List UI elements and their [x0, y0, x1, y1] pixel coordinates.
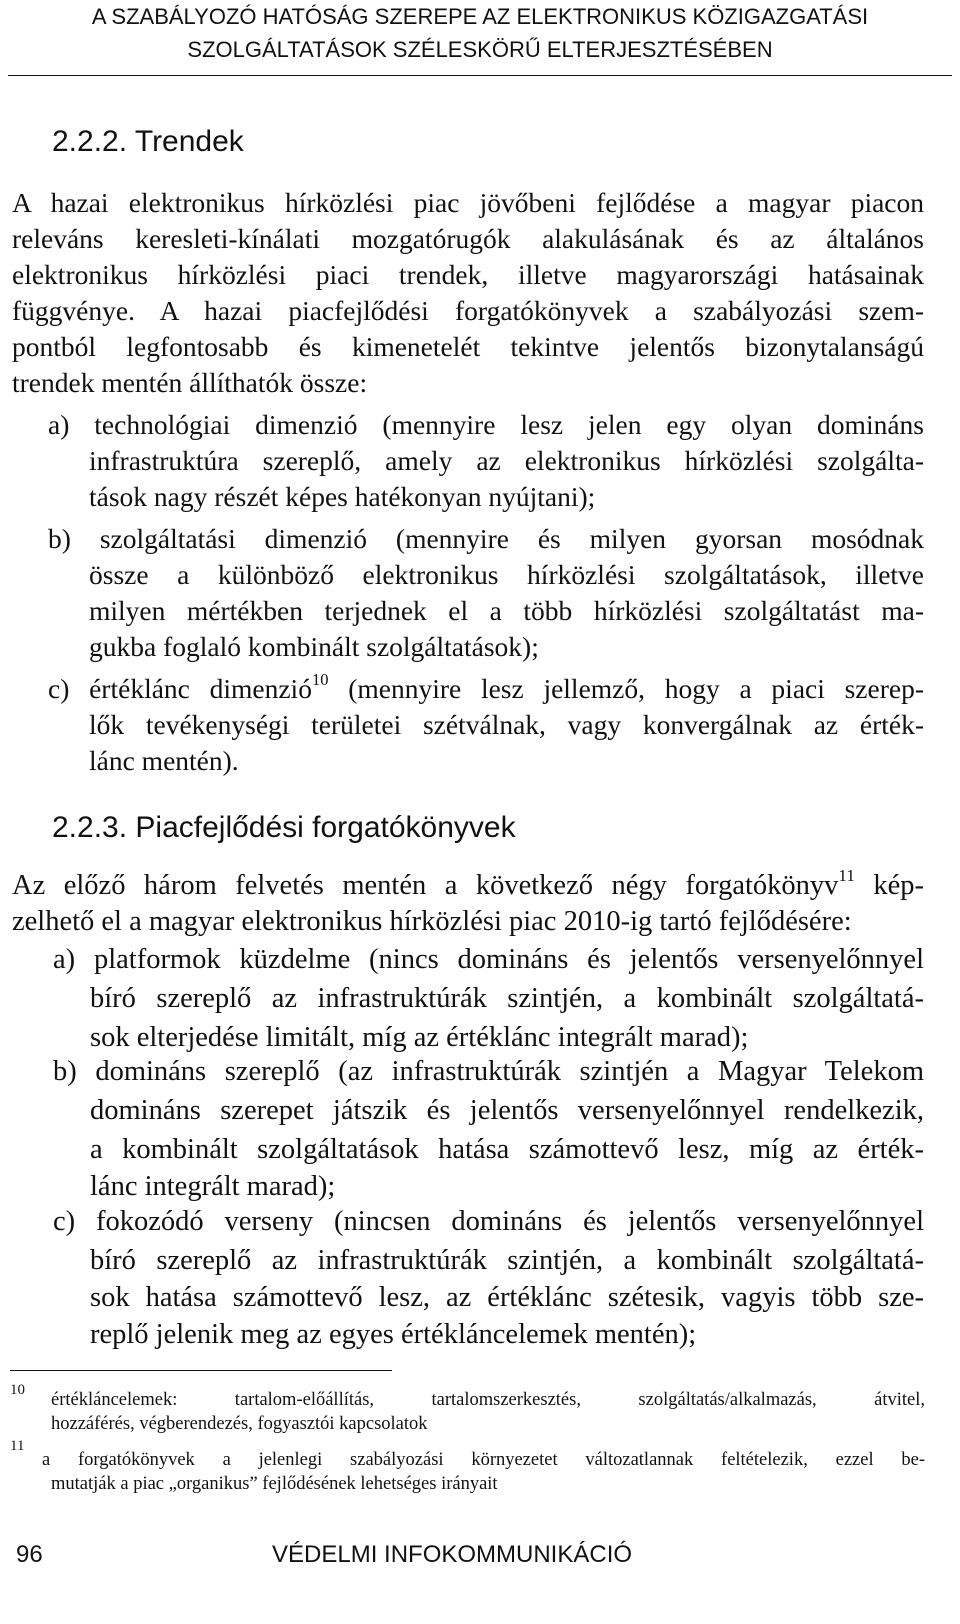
list-item-line: tások nagy részét képes hatékonyan nyújtani);: [89, 481, 596, 512]
scenario-line: sok hatása számottevő lesz, az értéklánc szétesik, vagyis több sze-: [90, 1282, 924, 1313]
footnote-number: 10: [10, 1382, 25, 1398]
body-line: függvénye. A hazai piacfejlődési forgatókönyvek a szabályozási szem-: [12, 295, 924, 326]
scenario-line: lánc integrált marad);: [90, 1171, 336, 1202]
scenario-b: b) domináns szereplő (az infrastruktúrák szintjén a Magyar Telekom: [53, 1056, 924, 1087]
scenario-c: c) fokozódó verseny (nincsen domináns és jelentős versenyelőnnyel: [53, 1206, 924, 1237]
scenario-line: a kombinált szolgáltatások hatása számottevő lesz, míg az érték-: [90, 1134, 924, 1165]
footnote-10-line: hozzáférés, végberendezés, fogyasztói kapcsolatok: [51, 1414, 428, 1434]
scenario-line: domináns szerepet játszik és jelentős versenyelőnnyel rendelkezik,: [90, 1095, 924, 1126]
intro-text-cont: kép-: [854, 870, 925, 901]
page-number: 96: [16, 1541, 43, 1568]
footnote-10-line: értékláncelemek: tartalom-előállítás, tartalomszerkesztés, szolgáltatás/alkalmazás, átvitel,: [51, 1390, 925, 1410]
scenario-line: sok elterjedése limitált, míg az értéklánc integrált marad);: [90, 1022, 749, 1053]
footnote-ref-11: 11: [838, 865, 855, 885]
body-line: A hazai elektronikus hírközlési piac jövőbeni fejlődése a magyar piacon: [12, 187, 924, 218]
list-item-line: lánc mentén).: [89, 745, 239, 776]
body-line: elektronikus hírközlési piaci trendek, illetve magyarországi hatásainak: [12, 259, 924, 290]
footer-title: VÉDELMI INFOKOMMUNIKÁCIÓ: [272, 1541, 633, 1568]
list-item-c: [48, 671, 924, 707]
list-item-line: infrastruktúra szereplő, amely az elektronikus hírközlési szolgálta-: [89, 445, 924, 476]
intro-line-2: zelhető el a magyar elektronikus hírközlési piac 2010-ig tartó fejlődésére:: [12, 906, 852, 937]
footnote-11-line: mutatják a piac „organikus” fejlődésének lehetséges irányait: [51, 1474, 498, 1494]
body-line: trendek mentén állíthatók össze:: [12, 367, 368, 398]
scenario-line: bíró szereplő az infrastruktúrák szintjén, a kombinált szolgáltatá-: [90, 1245, 924, 1276]
list-item-line: gukba foglaló kombinált szolgáltatások);: [89, 631, 539, 662]
running-header-line-2: SZOLGÁLTATÁSOK SZÉLESKÖRŰ ELTERJESZTÉSÉBEN: [187, 37, 773, 62]
list-item-b: b) szolgáltatási dimenzió (mennyire és milyen gyorsan mosódnak: [48, 523, 924, 554]
list-item-line: milyen mértékben terjednek el a több hírközlési szolgáltatást ma-: [89, 595, 924, 626]
running-header-line-1: A SZABÁLYOZÓ HATÓSÁG SZEREPE AZ ELEKTRONIKUS KÖZIGAZGATÁSI: [91, 4, 869, 29]
footnote-number: 11: [10, 1438, 25, 1454]
body-line: releváns keresleti-kínálati mozgatórugók alakulásának és az általános: [12, 223, 924, 254]
list-item-line: össze a különböző elektronikus hírközlési szolgáltatások, illetve: [89, 559, 924, 590]
header-divider: [8, 75, 952, 76]
list-item-c-text: c) értéklánc dimenzió: [48, 673, 312, 704]
scenario-a: a) platformok küzdelme (nincs domináns és jelentős versenyelőnnyel: [53, 944, 924, 975]
footnote-ref-10: 10: [311, 670, 329, 690]
section-heading-piacfejlodesi: 2.2.3. Piacfejlődési forgatókönyvek: [52, 811, 516, 844]
intro-line: [12, 866, 924, 905]
body-line: pontból legfontosabb és kimenetelét tekintve jelentős bizonytalanságú: [12, 331, 924, 362]
footnote-divider: [10, 1370, 392, 1371]
list-item-a: a) technológiai dimenzió (mennyire lesz jelen egy olyan domináns: [48, 409, 924, 440]
scenario-line: replő jelenik meg az egyes értékláncelemek mentén);: [90, 1319, 697, 1350]
intro-text: Az előző három felvetés mentén a következő négy forgatókönyv: [12, 870, 839, 901]
scenario-line: bíró szereplő az infrastruktúrák szintjén, a kombinált szolgáltatá-: [90, 983, 924, 1014]
footnote-11-line: a forgatókönyvek a jelenlegi szabályozási környezetet változatlannak feltételezik, ezzel be-: [42, 1450, 925, 1470]
running-header: [0, 0, 960, 66]
section-heading-trendek: 2.2.2. Trendek: [52, 125, 244, 158]
list-item-line: lők tevékenységi területei szétválnak, vagy konvergálnak az érték-: [89, 709, 924, 740]
list-item-c-text-cont: (mennyire lesz jellemző, hogy a piaci szerep-: [328, 673, 924, 704]
